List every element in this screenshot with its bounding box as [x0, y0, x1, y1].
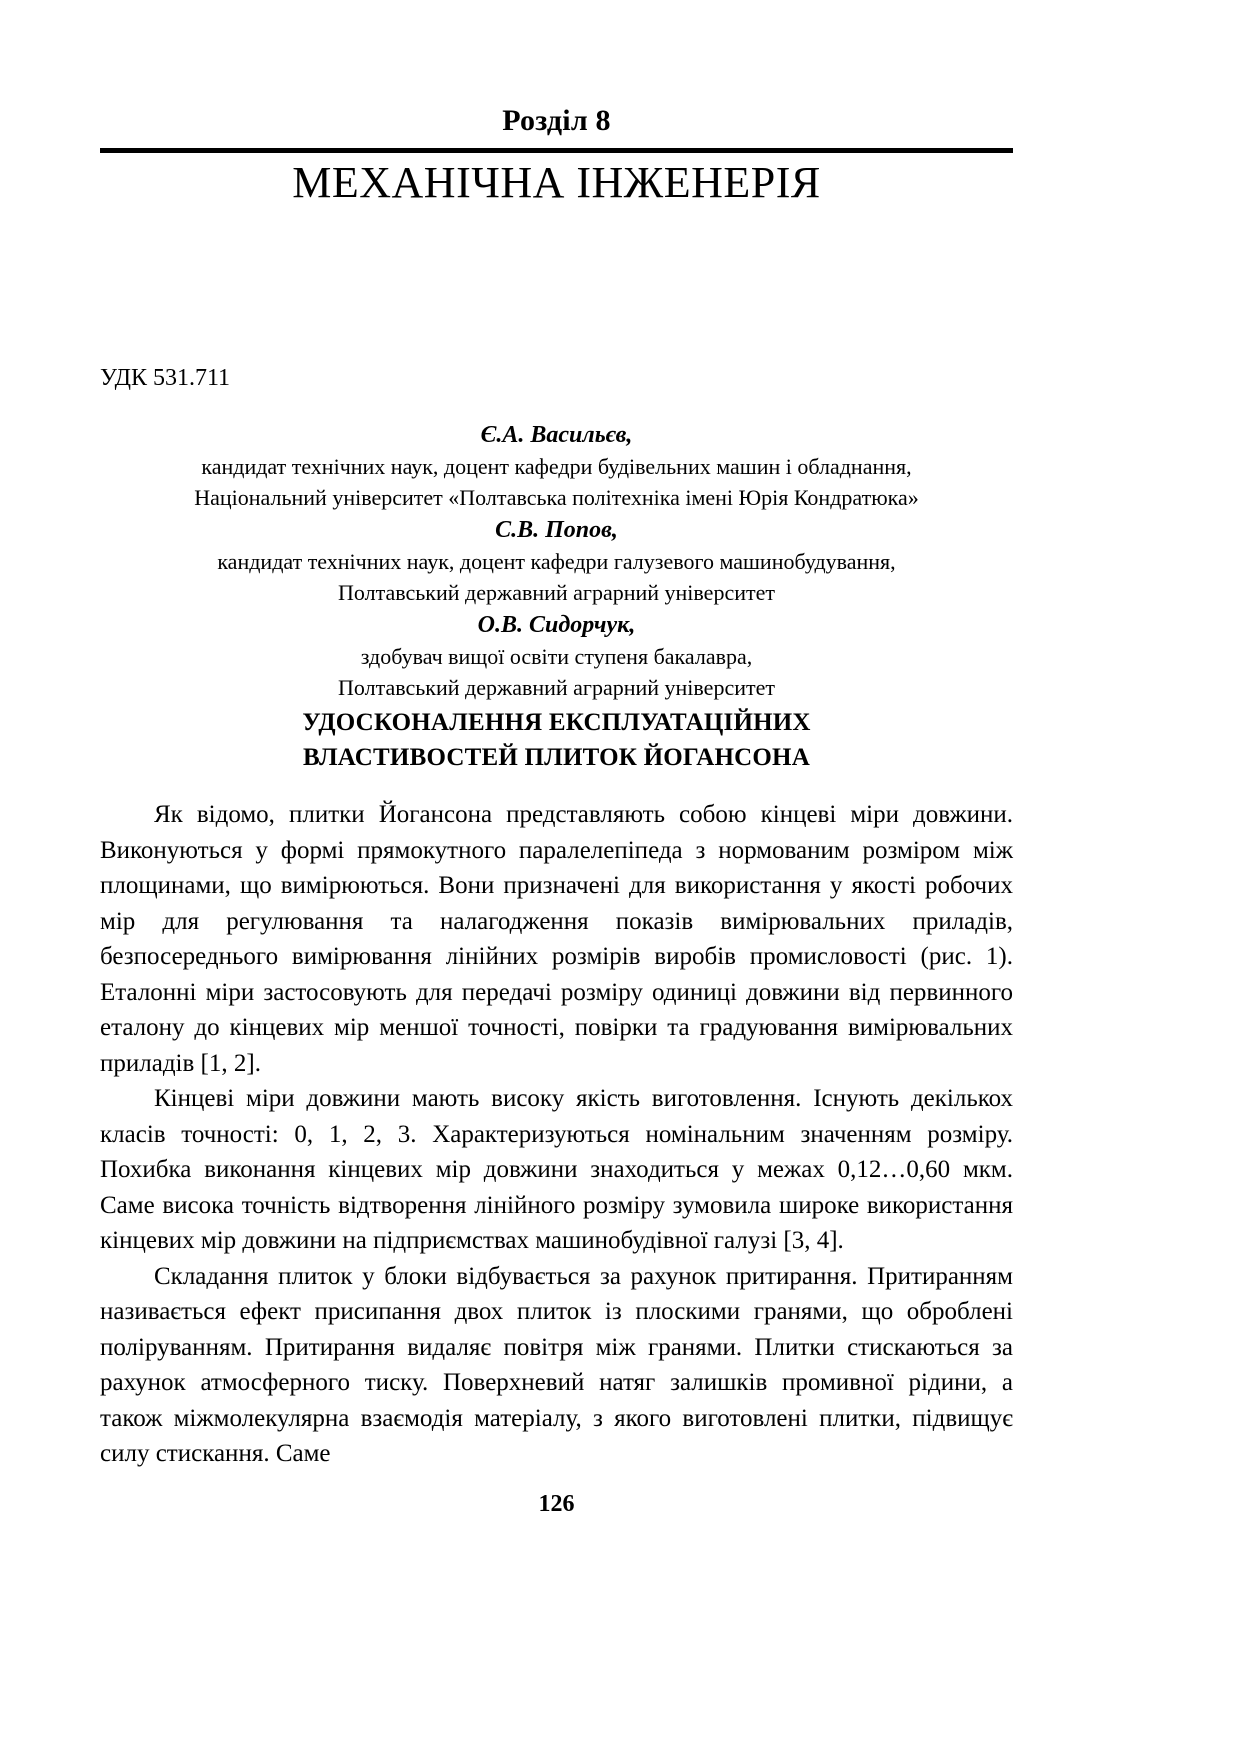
author-affiliation-line: Національний університет «Полтавська політехніка імені Юрія Кондратюка» — [194, 485, 919, 510]
author-entry — [100, 420, 1013, 513]
author-affiliation-line: кандидат технічних наук, доцент кафедри галузевого машинобудування, — [217, 549, 896, 574]
author-entry — [100, 515, 1013, 608]
body-paragraph: Складання плиток у блоки відбувається за рахунок притирання. Притиранням називається ефект присипання двох плиток із плоскими гранями, що оброблені поліруванням. Притирання видаляє повітря між гранями. Плитки стискаються за рахунок атмосферного тиску. Поверхневий натяг залишків промивної рідини, а також міжмолекулярна взаємодія матеріалу, з якого виготовлені плитки, підвищує силу стискання. Саме — [100, 1262, 1013, 1467]
chapter-label: Розділ 8 — [502, 104, 611, 137]
article-title-line: УДОСКОНАЛЕННЯ ЕКСПЛУАТАЦІЙНИХ — [302, 709, 811, 736]
author-affiliation-line: здобувач вищої освіти ступеня бакалавра, — [360, 644, 753, 669]
author-name: Є.А. Васильєв, — [480, 422, 633, 448]
author-name: С.В. Попов, — [495, 517, 618, 543]
author-name: О.В. Сидорчук, — [477, 612, 636, 638]
page-number: 126 — [538, 1491, 575, 1517]
body-paragraph: Як відомо, плитки Йогансона представляють собою кінцеві міри довжини. Виконуються у формі прямокутного паралелепіпеда з нормованим розміром між площинами, що вимірюються. Вони призначені для використання у якості робочих мір для регулювання та налагодження показів вимірювальних приладів, безпосереднього вимірювання лінійних розмірів виробів промисловості (рис. 1). Еталонні міри застосовують для передачі розміру одиниці довжини від первинного еталону до кінцевих мір меншої точності, повірки та градуювання вимірювальних приладів [1, 2]. — [100, 801, 1013, 1077]
body-paragraph: Кінцеві міри довжини мають високу якість виготовлення. Існують декількох класів точності: 0, 1, 2, 3. Характеризуються номінальним значенням розміру. Похибка виконання кінцевих мір довжини знаходиться у межах 0,12…0,60 мкм. Саме висока точність відтворення лінійного розміру зумовила широке використання кінцевих мір довжини на підприємствах машинобудівної галузі [3, 4]. — [100, 1085, 1013, 1254]
article-body — [100, 797, 1013, 1472]
article-title — [100, 705, 1013, 775]
author-affiliation-line: кандидат технічних наук, доцент кафедри будівельних машин і обладнання, — [201, 454, 912, 479]
author-affiliation-line: Полтавський державний аграрний університет — [338, 675, 775, 700]
author-block — [100, 418, 1013, 703]
author-entry — [100, 610, 1013, 703]
chapter-title: МЕХАНІЧНА ІНЖЕНЕРІЯ — [292, 158, 821, 207]
header-divider-rule — [100, 148, 1013, 153]
udk-code: УДК 531.711 — [100, 365, 231, 391]
author-affiliation-line: Полтавський державний аграрний університет — [338, 580, 775, 605]
article-title-line: ВЛАСТИВОСТЕЙ ПЛИТОК ЙОГАНСОНА — [303, 744, 810, 771]
